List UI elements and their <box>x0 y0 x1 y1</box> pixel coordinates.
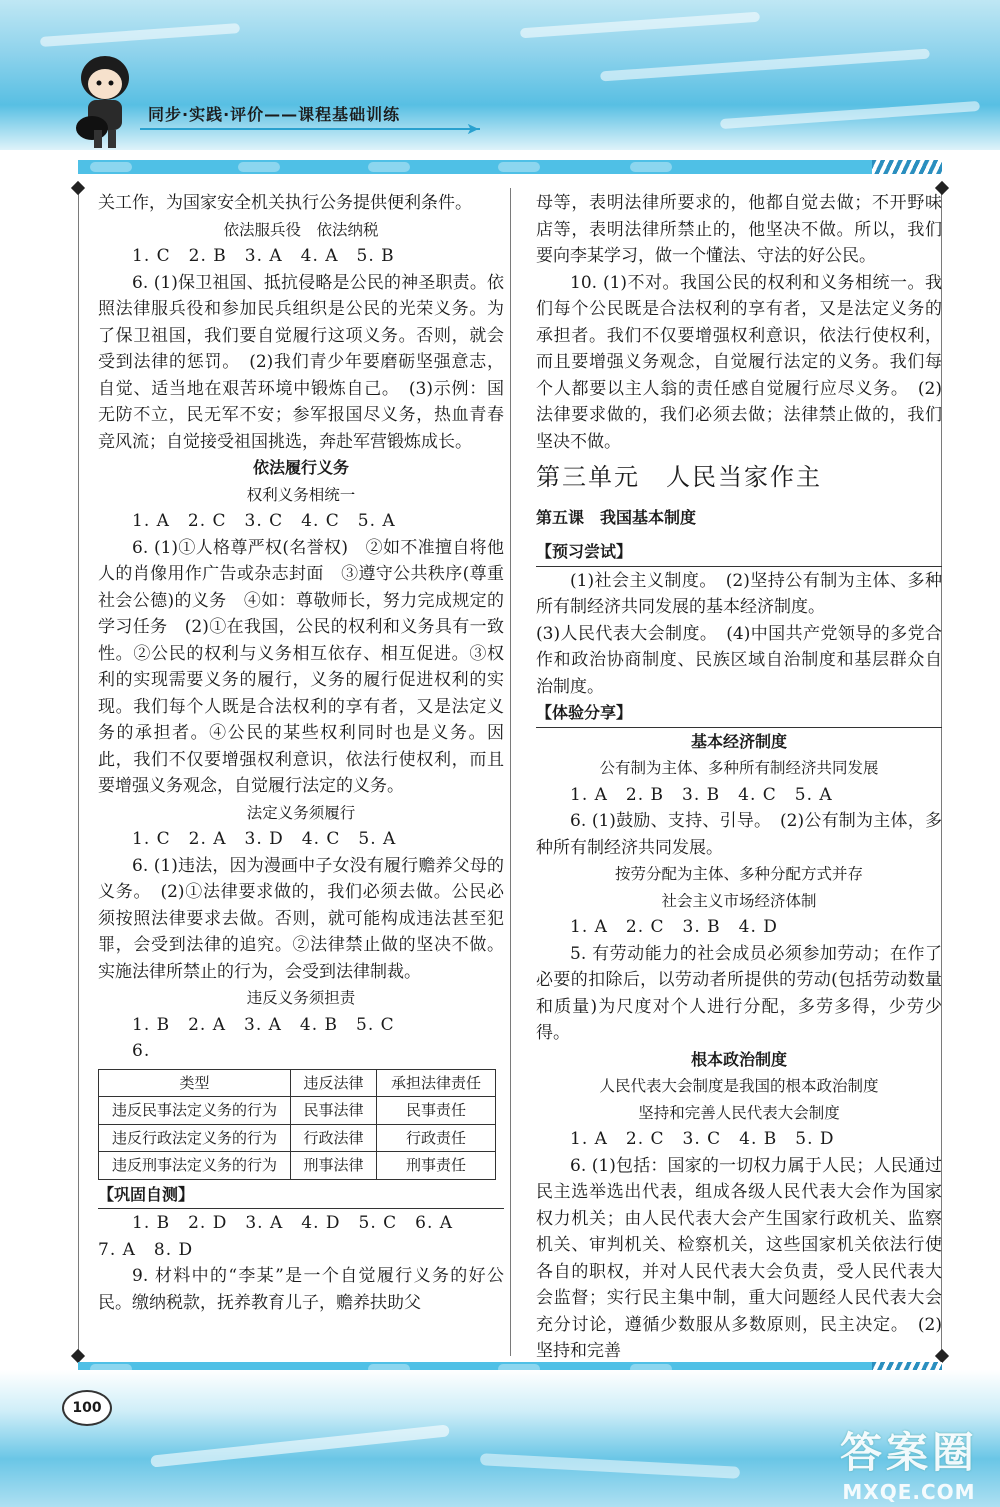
column-divider <box>510 188 511 1356</box>
answer-line: 1. A 2. C 3. B 4. D <box>570 917 778 937</box>
decorative-streak <box>520 12 760 39</box>
section-label: 【体验分享】 <box>536 703 633 722</box>
watermark <box>840 1420 978 1504</box>
subheading: 依法服兵役 依法纳税 <box>223 220 379 239</box>
ribbon-stripes <box>872 160 942 174</box>
answer-line: 1. A 2. C 3. C 4. B 5. D <box>570 1129 835 1149</box>
ribbon-tag <box>368 162 410 172</box>
section-label: 【巩固自测】 <box>98 1184 195 1204</box>
table-cell: 违反刑事法定义务的行为 <box>99 1152 291 1180</box>
answer-line: 7. A 8. D <box>98 1239 194 1260</box>
subheading: 按劳分配为主体、多种分配方式并存 <box>614 865 863 883</box>
table-row <box>99 1124 496 1152</box>
section-heading: 依法履行义务 <box>252 458 349 477</box>
right-column <box>536 190 942 1365</box>
table-row <box>99 1152 496 1180</box>
subheading: 坚持和完善人民代表大会制度 <box>638 1103 840 1122</box>
decorative-streak <box>720 101 980 129</box>
header-banner <box>0 0 1000 150</box>
table-cell: 民事责任 <box>377 1097 496 1125</box>
paragraph: (3)人民代表大会制度。 (4)中国共产党领导的多党合作和政治协商制度、民族区域自治制度和基层群众自治制度。 <box>536 623 942 697</box>
table-cell: 违反行政法定义务的行为 <box>99 1124 291 1152</box>
answer-line: 1. B 2. D 3. A 4. D 5. C 6. A <box>132 1213 454 1233</box>
table-cell: 行政法律 <box>291 1124 377 1152</box>
paragraph: 6. (1)保卫祖国、抵抗侵略是公民的神圣职责。依照法律服兵役和参加民兵组织是公民的光荣义务。为了保卫祖国，我们要自觉履行这项义务。否则，就会受到法律的惩罚。 (2)我们青少年要磨砺坚强意志，自觉、适当地在艰苦环境中锻炼自己。 (3)示例：国无防不立，民无军不安；参军报国尽义务，热血青春竞风流；自觉接受祖国挑选，奔赴军营锻炼成长。 <box>98 272 504 452</box>
frame-line-left <box>78 188 79 1356</box>
ribbon-tag <box>238 162 280 172</box>
table-cell: 刑事法律 <box>291 1152 377 1180</box>
table-cell: 违反民事法定义务的行为 <box>99 1097 291 1125</box>
answer-line: 1. C 2. B 3. A 4. A 5. B <box>132 246 395 266</box>
decorative-streak <box>150 1424 450 1467</box>
top-ribbon <box>78 160 942 174</box>
paragraph: 关工作，为国家安全机关执行公务提供便利条件。 <box>98 193 472 213</box>
decorative-streak <box>40 23 240 47</box>
table-header-row <box>99 1069 496 1097</box>
answer-line: 1. C 2. A 3. D 4. C 5. A <box>132 829 397 849</box>
table-cell: 民事法律 <box>291 1097 377 1125</box>
paragraph: (1)社会主义制度。 (2)坚持公有制为主体、多种所有制经济共同发展的基本经济制度。 <box>536 570 942 617</box>
table-header: 违反法律 <box>291 1069 377 1097</box>
paragraph: 6. (1)①人格尊严权(名誉权) ②如不准擅自将他人的肖像用作广告或杂志封面 ③遵守公共秩序(尊重社会公德)的义务 ④如：尊敬师长，努力完成规定的学习任务 (2)①在我国，公民的权利和义务具有一致性。②公民的权利与义务相互依存、相互促进。③权利的实现需要义务的履行，义务的履行促进权利的实现。我们每个人既是合法权利的享有者，又是法定义务的承担者。④公民的某些权利同时也是义务。因此，我们不仅要增强权利意识，依法行使权利，而且要增强义务观念，自觉履行法定的义务。 <box>98 537 504 796</box>
paragraph: 6. (1)包括：国家的一切权力属于人民；人民通过民主选举选出代表，组成各级人民代表大会作为国家权力机关；由人民代表大会产生国家行政机关、监察机关、审判机关、检察机关，这些国家机关依法行使各自的职权，并对人民代表大会负责，受人民代表大会监督；实行民主集中制，重大问题经人民代表大会充分讨论，遵循少数服从多数原则，民主决定。 (2)坚持和完善 <box>536 1155 942 1361</box>
table-cell: 刑事责任 <box>377 1152 496 1180</box>
header-title: 同步·实践·评价——课程基础训练 <box>148 105 401 124</box>
section-heading: 基本经济制度 <box>690 731 787 751</box>
ribbon-tag <box>630 162 672 172</box>
ribbon-tag <box>498 162 540 172</box>
watermark-url: MXQE.COM <box>842 1480 976 1504</box>
table-cell: 行政责任 <box>377 1124 496 1152</box>
mascot-icon <box>70 50 140 150</box>
page-number: 100 <box>62 1390 112 1426</box>
header-underline <box>140 128 480 130</box>
section-label: 【预习尝试】 <box>536 542 633 561</box>
answer-line: 1. B 2. A 3. A 4. B 5. C <box>132 1014 395 1035</box>
section-heading: 根本政治制度 <box>690 1049 787 1069</box>
subheading: 法定义务须履行 <box>246 803 356 822</box>
decorative-streak <box>600 49 930 82</box>
watermark-logo: 答案圈 <box>839 1428 978 1477</box>
subheading: 社会主义市场经济体制 <box>661 891 817 910</box>
answer-table <box>98 1069 496 1180</box>
subheading: 违反义务须担责 <box>246 989 356 1007</box>
paragraph: 6. (1)鼓励、支持、引导。 (2)公有制为主体，多种所有制经济共同发展。 <box>536 811 942 858</box>
table-row <box>99 1097 496 1125</box>
ribbon-tag <box>90 162 132 172</box>
section-rule <box>536 566 942 567</box>
table-header: 承担法律责任 <box>377 1069 496 1097</box>
answer-line: 1. A 2. C 3. C 4. C 5. A <box>132 511 396 531</box>
paragraph: 10. (1)不对。我国公民的权利和义务相统一。我们每个公民既是合法权利的享有者，又是法定义务的承担者。我们不仅要增强权利意识，依法行使权利，而且要增强义务观念，自觉履行法定的义务。我们每个人都要以主人翁的责任感自觉履行应尽义务。 (2)法律要求做的，我们必须去做；法律禁止做的，我们坚决不做。 <box>536 272 942 452</box>
answer-line: 1. A 2. B 3. B 4. C 5. A <box>570 784 833 805</box>
subheading: 人民代表大会制度是我国的根本政治制度 <box>599 1077 879 1095</box>
section-rule <box>98 1208 504 1209</box>
subheading: 公有制为主体、多种所有制经济共同发展 <box>599 759 879 777</box>
paragraph: 5. 有劳动能力的社会成员必须参加劳动；在作了必要的扣除后，以劳动者所提供的劳动(包括劳动数量和质量)为尺度对个人进行分配，多劳多得，少劳少得。 <box>536 943 942 1043</box>
decorative-streak <box>480 1453 740 1479</box>
question-number: 6. <box>132 1041 151 1061</box>
section-rule <box>536 727 942 728</box>
subheading: 权利义务相统一 <box>246 485 356 504</box>
paragraph: 母等，表明法律所要求的，他都自觉去做；不开野味店等，表明法律所禁止的，他坚决不做。所以，我们要向李某学习，做一个懂法、守法的好公民。 <box>536 193 942 266</box>
paragraph: 6. (1)违法，因为漫画中子女没有履行赡养父母的义务。 (2)①法律要求做的，我们必须去做。公民必须按照法律要求去做。否则，就可能构成违法甚至犯罪，会受到法律的追究。②法律禁止做的坚决不做。实施法律所禁止的行为，会受到法律制裁。 <box>98 855 504 982</box>
table-header: 类型 <box>99 1069 291 1097</box>
left-column <box>98 190 504 1316</box>
arrow-icon: ➤ <box>466 119 480 138</box>
unit-title: 第三单元 人民当家作主 <box>536 463 822 491</box>
paragraph: 9. 材料中的“李某”是一个自觉履行义务的好公民。缴纳税款，抚养教育儿子，赡养扶助父 <box>98 1266 504 1313</box>
lesson-title: 第五课 我国基本制度 <box>536 508 697 527</box>
